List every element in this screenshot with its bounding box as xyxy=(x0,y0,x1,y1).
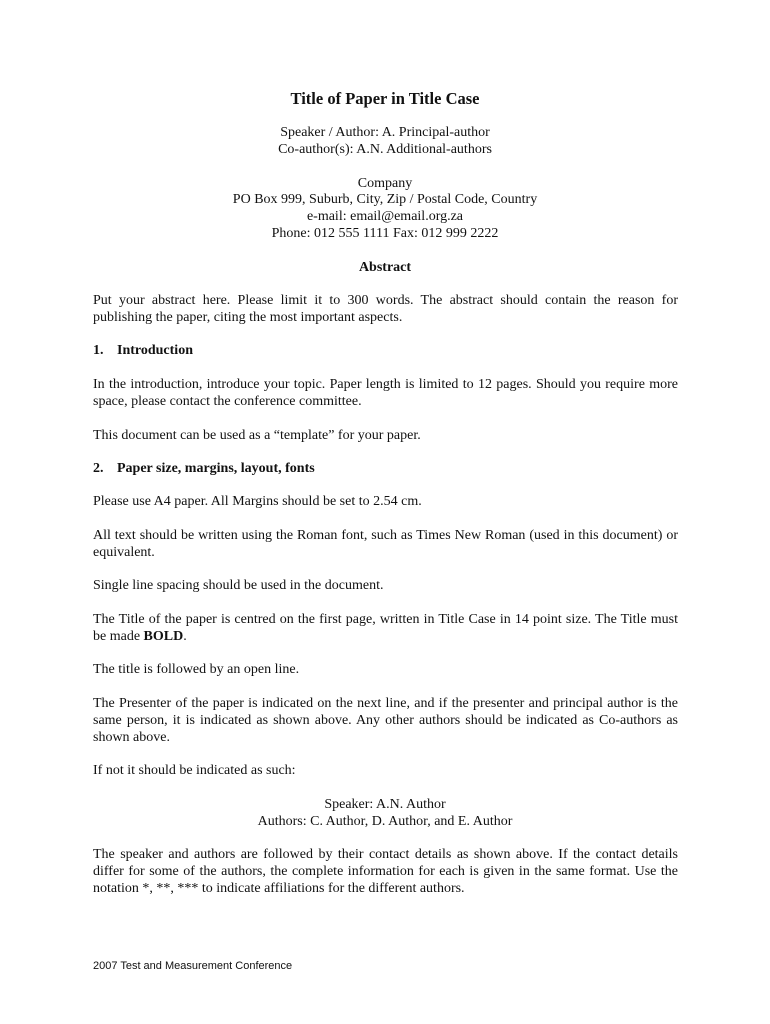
abstract-heading: Abstract xyxy=(358,260,412,275)
paragraph-presenter: The Presenter of the paper is indicated on the next line, and if the presenter and principal author is the same person, it is indicated as shown above. Any other authors should be indicated as Co-authors as shown above. xyxy=(93,696,678,745)
company-line: Company xyxy=(357,176,413,191)
page-footer: 2007 Test and Measurement Conference xyxy=(93,960,293,972)
email-line: e-mail: email@email.org.za xyxy=(306,209,464,224)
bold-suffix: . xyxy=(183,629,187,644)
paragraph-title-rules-text: The Title of the paper is centred on the first page, written in Title Case in 14 point size. The Title must be made xyxy=(93,612,678,644)
paragraph-spacing: Single line spacing should be used in the document. xyxy=(93,578,384,593)
example-speaker: Speaker: A.N. Author xyxy=(324,797,446,812)
paper-title: Title of Paper in Title Case xyxy=(290,89,480,108)
section-heading-paper-size xyxy=(93,460,315,477)
section-heading-introduction xyxy=(93,342,193,359)
section-title: Paper size, margins, layout, fonts xyxy=(117,461,315,476)
section-number: 2. xyxy=(93,461,104,476)
example-authors: Authors: C. Author, D. Author, and E. Author xyxy=(257,814,513,829)
paragraph-font: All text should be written using the Roman font, such as Times New Roman (used in this document) or equivalent. xyxy=(93,528,678,560)
paragraph-intro: In the introduction, introduce your topic. Paper length is limited to 12 pages. Should you require more space, please contact the conference committee. xyxy=(93,377,678,409)
section-number: 1. xyxy=(93,343,104,358)
paragraph-open-line: The title is followed by an open line. xyxy=(93,662,300,677)
address-line: PO Box 999, Suburb, City, Zip / Postal Code, Country xyxy=(232,192,538,207)
paragraph-contact-details: The speaker and authors are followed by their contact details as shown above. If the contact details differ for some of the authors, the complete information for each is given in the same format. Use the notation *, **, *** to indicate affiliations for the different authors. xyxy=(93,847,678,896)
paragraph-a4: Please use A4 paper. All Margins should be set to 2.54 cm. xyxy=(93,494,422,509)
bold-word: BOLD xyxy=(143,629,184,644)
paragraph-template: This document can be used as a “template” for your paper. xyxy=(93,428,421,443)
coauthors-line: Co-author(s): A.N. Additional-authors xyxy=(278,142,492,157)
paragraph-if-not: If not it should be indicated as such: xyxy=(93,763,296,778)
abstract-text: Put your abstract here. Please limit it to 300 words. The abstract should contain the reason for publishing the paper, citing the most important aspects. xyxy=(93,293,678,325)
section-title: Introduction xyxy=(117,343,193,358)
phone-line: Phone: 012 555 1111 Fax: 012 999 2222 xyxy=(271,226,499,241)
speaker-line: Speaker / Author: A. Principal-author xyxy=(280,125,490,140)
paragraph-title-rules xyxy=(93,611,678,645)
